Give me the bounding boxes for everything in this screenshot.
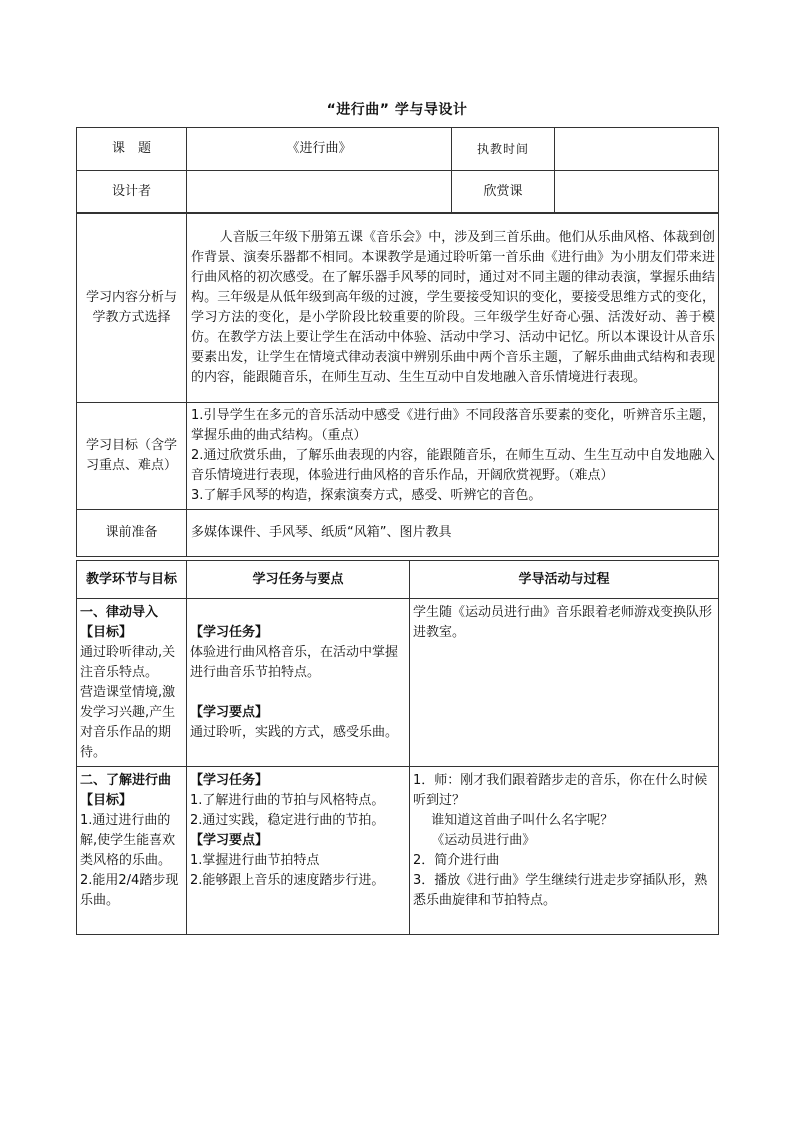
goal-item: 1.引导学生在多元的音乐活动中感受《进行曲》不同段落音乐要素的变化，听辨音乐主题，掌握乐曲的曲式结构。（重点）: [191, 408, 715, 443]
section-2-activity-item: 3．播放《进行曲》学生继续行进走步穿插队形，熟悉乐曲旋律和节拍特点。: [413, 873, 708, 908]
designer-value: [187, 171, 452, 214]
analysis-label: 学习内容分析与学教方式选择: [77, 213, 187, 403]
goals-label: 学习目标（含学习重点、难点）: [77, 403, 187, 510]
prep-label: 课前准备: [77, 510, 187, 557]
section-2-task-item: 1.了解进行曲的节拍与风格特点。: [190, 793, 385, 808]
section-1-goal-label: 【目标】: [80, 625, 133, 640]
section-2-activity: [410, 767, 719, 935]
topic-value: 《进行曲》: [187, 128, 452, 171]
section-2-goal-text: 1.通过进行曲的解,使学生能喜欢类风格的乐曲。: [80, 813, 176, 868]
section-1-task-text: 体验进行曲风格音乐，在活动中掌握进行曲音乐节拍特点。: [190, 645, 399, 680]
section-1-title: 一、律动导入: [80, 605, 159, 620]
time-value: [555, 128, 719, 171]
section-1-points-label: 【学习要点】: [190, 705, 269, 720]
topic-label: 课 题: [77, 128, 187, 171]
time-label: 执教时间: [452, 128, 555, 171]
section-2-stage: [77, 767, 187, 935]
section-2-activity-item: 2．简介进行曲: [413, 853, 500, 868]
section-1-goal-text: 通过聆听律动,关注音乐特点。: [80, 645, 176, 680]
section-2-title: 二、了解进行曲: [80, 773, 172, 788]
section-2-task-item: 2.通过实践，稳定进行曲的节拍。: [190, 813, 385, 828]
section-2-goal-label: 【目标】: [80, 793, 133, 808]
section-2-activity-item: 1．师：刚才我们跟着踏步走的音乐，你在什么时候听到过？: [413, 773, 708, 808]
document-title: “进行曲” 学与导设计: [326, 102, 468, 118]
goal-item: 2.通过欣赏乐曲，了解乐曲表现的内容，能跟随音乐，在师生互动、生生互动中自发地融入音乐情境进行表现，体验进行曲风格的音乐作品，开阔欣赏视野。（难点）: [191, 448, 715, 483]
section-2-task: [187, 767, 410, 935]
header-stage: 教学环节与目标: [77, 561, 187, 599]
section-2-task-label: 【学习任务】: [190, 773, 269, 788]
goals-list: [187, 403, 719, 510]
header-activity: 学导活动与过程: [410, 561, 719, 599]
section-2-goal-text: 2.能用2/4踏步现乐曲。: [80, 873, 179, 908]
section-2-points-label: 【学习要点】: [190, 833, 269, 848]
info-table: [76, 127, 719, 214]
section-1-stage: [77, 599, 187, 767]
designer-label: 设计者: [77, 171, 187, 214]
process-table: [76, 560, 719, 935]
section-1-points-text: 通过聆听，实践的方式，感受乐曲。: [190, 725, 399, 740]
header-task: 学习任务与要点: [187, 561, 410, 599]
section-2-activity-item: 《运动员进行曲》: [431, 833, 536, 848]
section-1-activity: [410, 599, 719, 767]
section-2-point-item: 1.掌握进行曲节拍特点: [190, 853, 320, 868]
goal-item: 3.了解手风琴的构造，探索演奏方式，感受、听辨它的音色。: [191, 488, 542, 503]
section-1-goal-text: 营造课堂情境,激发学习兴趣,产生对音乐作品的期待。: [80, 685, 176, 760]
section-1-task-label: 【学习任务】: [190, 625, 269, 640]
prep-value: 多媒体课件、手风琴、纸质“风箱”、图片教具: [187, 510, 719, 557]
section-2-activity-item: 谁知道这首曲子叫什么名字呢？: [431, 813, 614, 828]
lesson-type-value: [555, 171, 719, 214]
analysis-text: 人音版三年级下册第五课《音乐会》中，涉及到三首乐曲。他们从乐曲风格、体裁到创作背景、演奏乐器都不相同。本课教学是通过聆听第一首乐曲《进行曲》为小朋友们带来进行曲风格的初次感受。在了解乐器手风琴的同时，通过对不同主题的律动表演，掌握乐曲结构。三年级是从低年级到高年级的过渡，学生要接受知识的变化，要接受思维方式的变化，学习方法的变化，是小学阶段比较重要的阶段。三年级学生好奇心强、活泼好动、善于模仿。在教学方法上要让学生在活动中体验、活动中学习、活动中记忆。所以本课设计从音乐要素出发，让学生在情境式律动表演中辨别乐曲中两个音乐主题，了解乐曲曲式结构和表现的内容，能跟随音乐，在师生互动、生生互动中自发地融入音乐情境进行表现。: [187, 213, 719, 403]
section-1-activity-text: 学生随《运动员进行曲》音乐跟着老师游戏变换队形进教室。: [413, 605, 713, 640]
section-1-task: [187, 599, 410, 767]
section-2-point-item: 2.能够跟上音乐的速度踏步行进。: [190, 873, 385, 888]
plan-table: [76, 212, 719, 557]
lesson-type-label: 欣赏课: [452, 171, 555, 214]
